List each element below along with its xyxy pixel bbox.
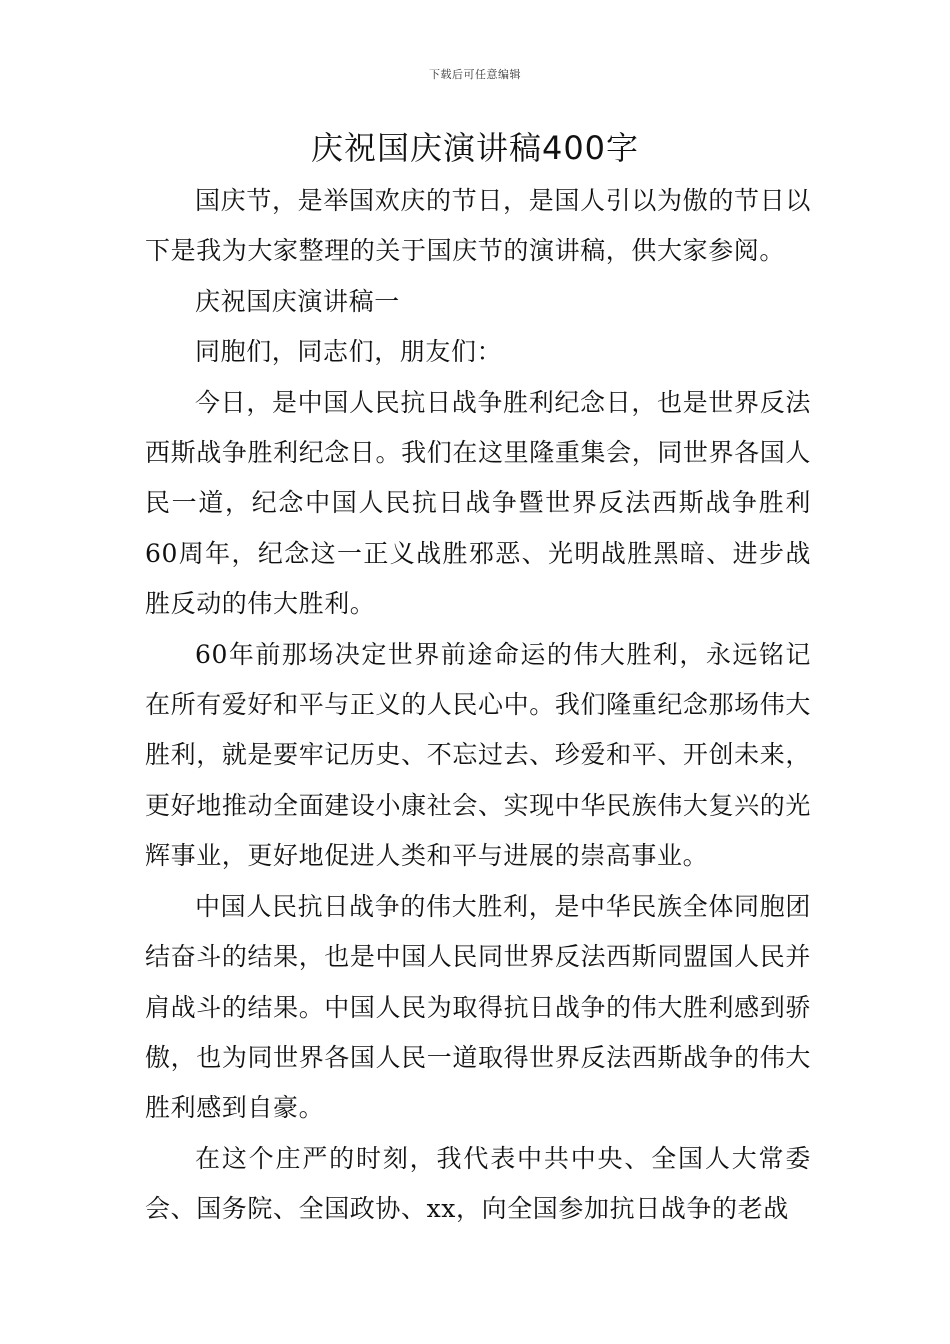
paragraph: 国庆节，是举国欢庆的节日，是国人引以为傲的节日以下是我为大家整理的关于国庆节的演讲稿，供大家参阅。 [145,186,811,266]
paragraph: 今日，是中国人民抗日战争胜利纪念日，也是世界反法西斯战争胜利纪念日。我们在这里隆重集会，同世界各国人民一道，纪念中国人民抗日战争暨世界反法西斯战争胜利60周年，纪念这一正义战胜邪恶、光明战胜黑暗、进步战胜反动的伟大胜利。 [145,387,811,619]
paragraph: 在这个庄严的时刻，我代表中共中央、全国人大常委会、国务院、全国政协、xx，向全国参加抗日战争的老战 [145,1143,811,1224]
paragraph: 中国人民抗日战争的伟大胜利，是中华民族全体同胞团结奋斗的结果，也是中国人民同世界反法西斯同盟国人民并肩战斗的结果。中国人民为取得抗日战争的伟大胜利感到骄傲，也为同世界各国人民一道取得世界反法西斯战争的伟大胜利感到自豪。 [145,891,811,1123]
document-title: 庆祝国庆演讲稿400字 [310,129,640,167]
header-note: 下载后可任意编辑 [429,68,521,81]
paragraph-salutation: 同胞们，同志们，朋友们： [195,337,503,367]
paragraph: 60年前那场决定世界前途命运的伟大胜利，永远铭记在所有爱好和平与正义的人民心中。我们隆重纪念那场伟大胜利，就是要牢记历史、不忘过去、珍爱和平、开创未来，更好地推动全面建设小康社会、实现中华民族伟大复兴的光辉事业，更好地促进人类和平与进展的崇高事业。 [145,639,811,871]
paragraph-subheading: 庆祝国庆演讲稿一 [195,286,400,316]
document-body [145,176,811,1235]
